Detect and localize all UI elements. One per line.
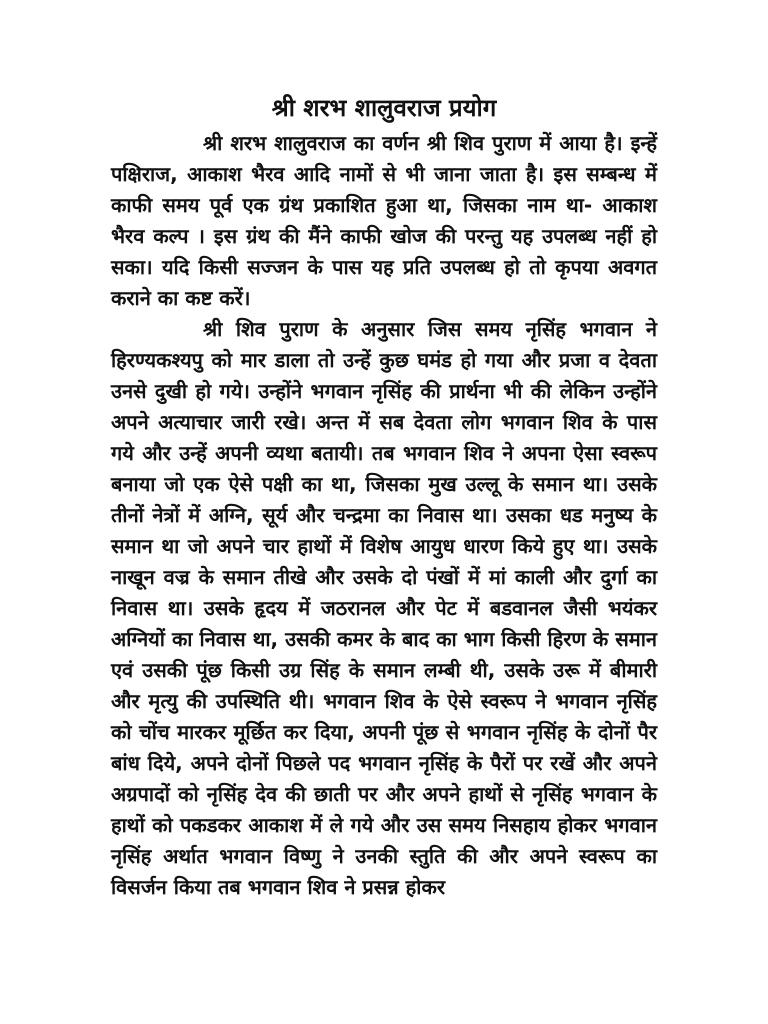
document-page	[111, 88, 657, 903]
paragraph-intro: श्री शरभ शालुवराज का वर्णन श्री शिव पुराण में आया है। इन्हें पक्षिराज, आकाश भैरव आदि नामों से भी जाना जाता है। इस सम्बन्ध में काफी समय पूर्व एक ग्रंथ प्रकाशित हुआ था, जिसका नाम था- आकाश भैरव कल्प । इस ग्रंथ की मैंने काफी खोज की परन्तु यह उपलब्ध नहीं हो सका। यदि किसी सज्जन के पास यह प्रति उपलब्ध हो तो कृपया अवगत कराने का कष्ट करें।	[111, 131, 657, 310]
document-title: श्री शरभ शालुवराज प्रयोग	[271, 94, 497, 122]
paragraph-shiv-puran: श्री शिव पुराण के अनुसार जिस समय नृसिंह भगवान ने हिरण्यकश्यपु को मार डाला तो उन्हें कुछ घमंड हो गया और प्रजा व देवता उनसे दुखी हो गये। उन्होंने भगवान नृसिंह की प्रार्थना भी की लेकिन उन्होंने अपने अत्याचार जारी रखे। अन्त में सब देवता लोग भगवान शिव के पास गये और उन्हें अपनी व्यथा बतायी। तब भगवान शिव ने अपना ऐसा स्वरूप बनाया जो एक ऐसे पक्षी का था, जिसका मुख उल्लू के समान था। उसके तीनों नेत्रों में अग्नि, सूर्य और चन्द्रमा का निवास था। उसका धड मनुष्य के समान था जो अपने चार हाथों में विशेष आयुध धारण किये हुए था। उसके नाखून वज्र के समान तीखे और उसके दो पंखों में मां काली और दुर्गा का निवास था। उसके हृदय में जठरानल और पेट में बडवानल जैसी भयंकर अग्नियों का निवास था, उसकी कमर के बाद का भाग किसी हिरण के समान एवं उसकी पूंछ किसी उग्र सिंह के समान लम्बी थी, उसके उरू में बीमारी और मृत्यु की उपस्थिति थी। भगवान शिव के ऐसे स्वरूप ने भगवान नृसिंह को चोंच मारकर मूर्छित कर दिया, अपनी पूंछ से भगवान नृसिंह के दोनों पैर बांध दिये, अपने दोनों पिछले पद भगवान नृसिंह के पैरों पर रखें और अपने अग्रपादों को नृसिंह देव की छाती पर और अपने हाथों से नृसिंह भगवान के हाथों को पकडकर आकाश में ले गये और उस समय निसहाय होकर भगवान नृसिंह अर्थात भगवान विष्णु ने उनकी स्तुति की और अपने स्वरूप का विसर्जन किया तब भगवान शिव ने प्रसन्न होकर	[111, 317, 657, 899]
